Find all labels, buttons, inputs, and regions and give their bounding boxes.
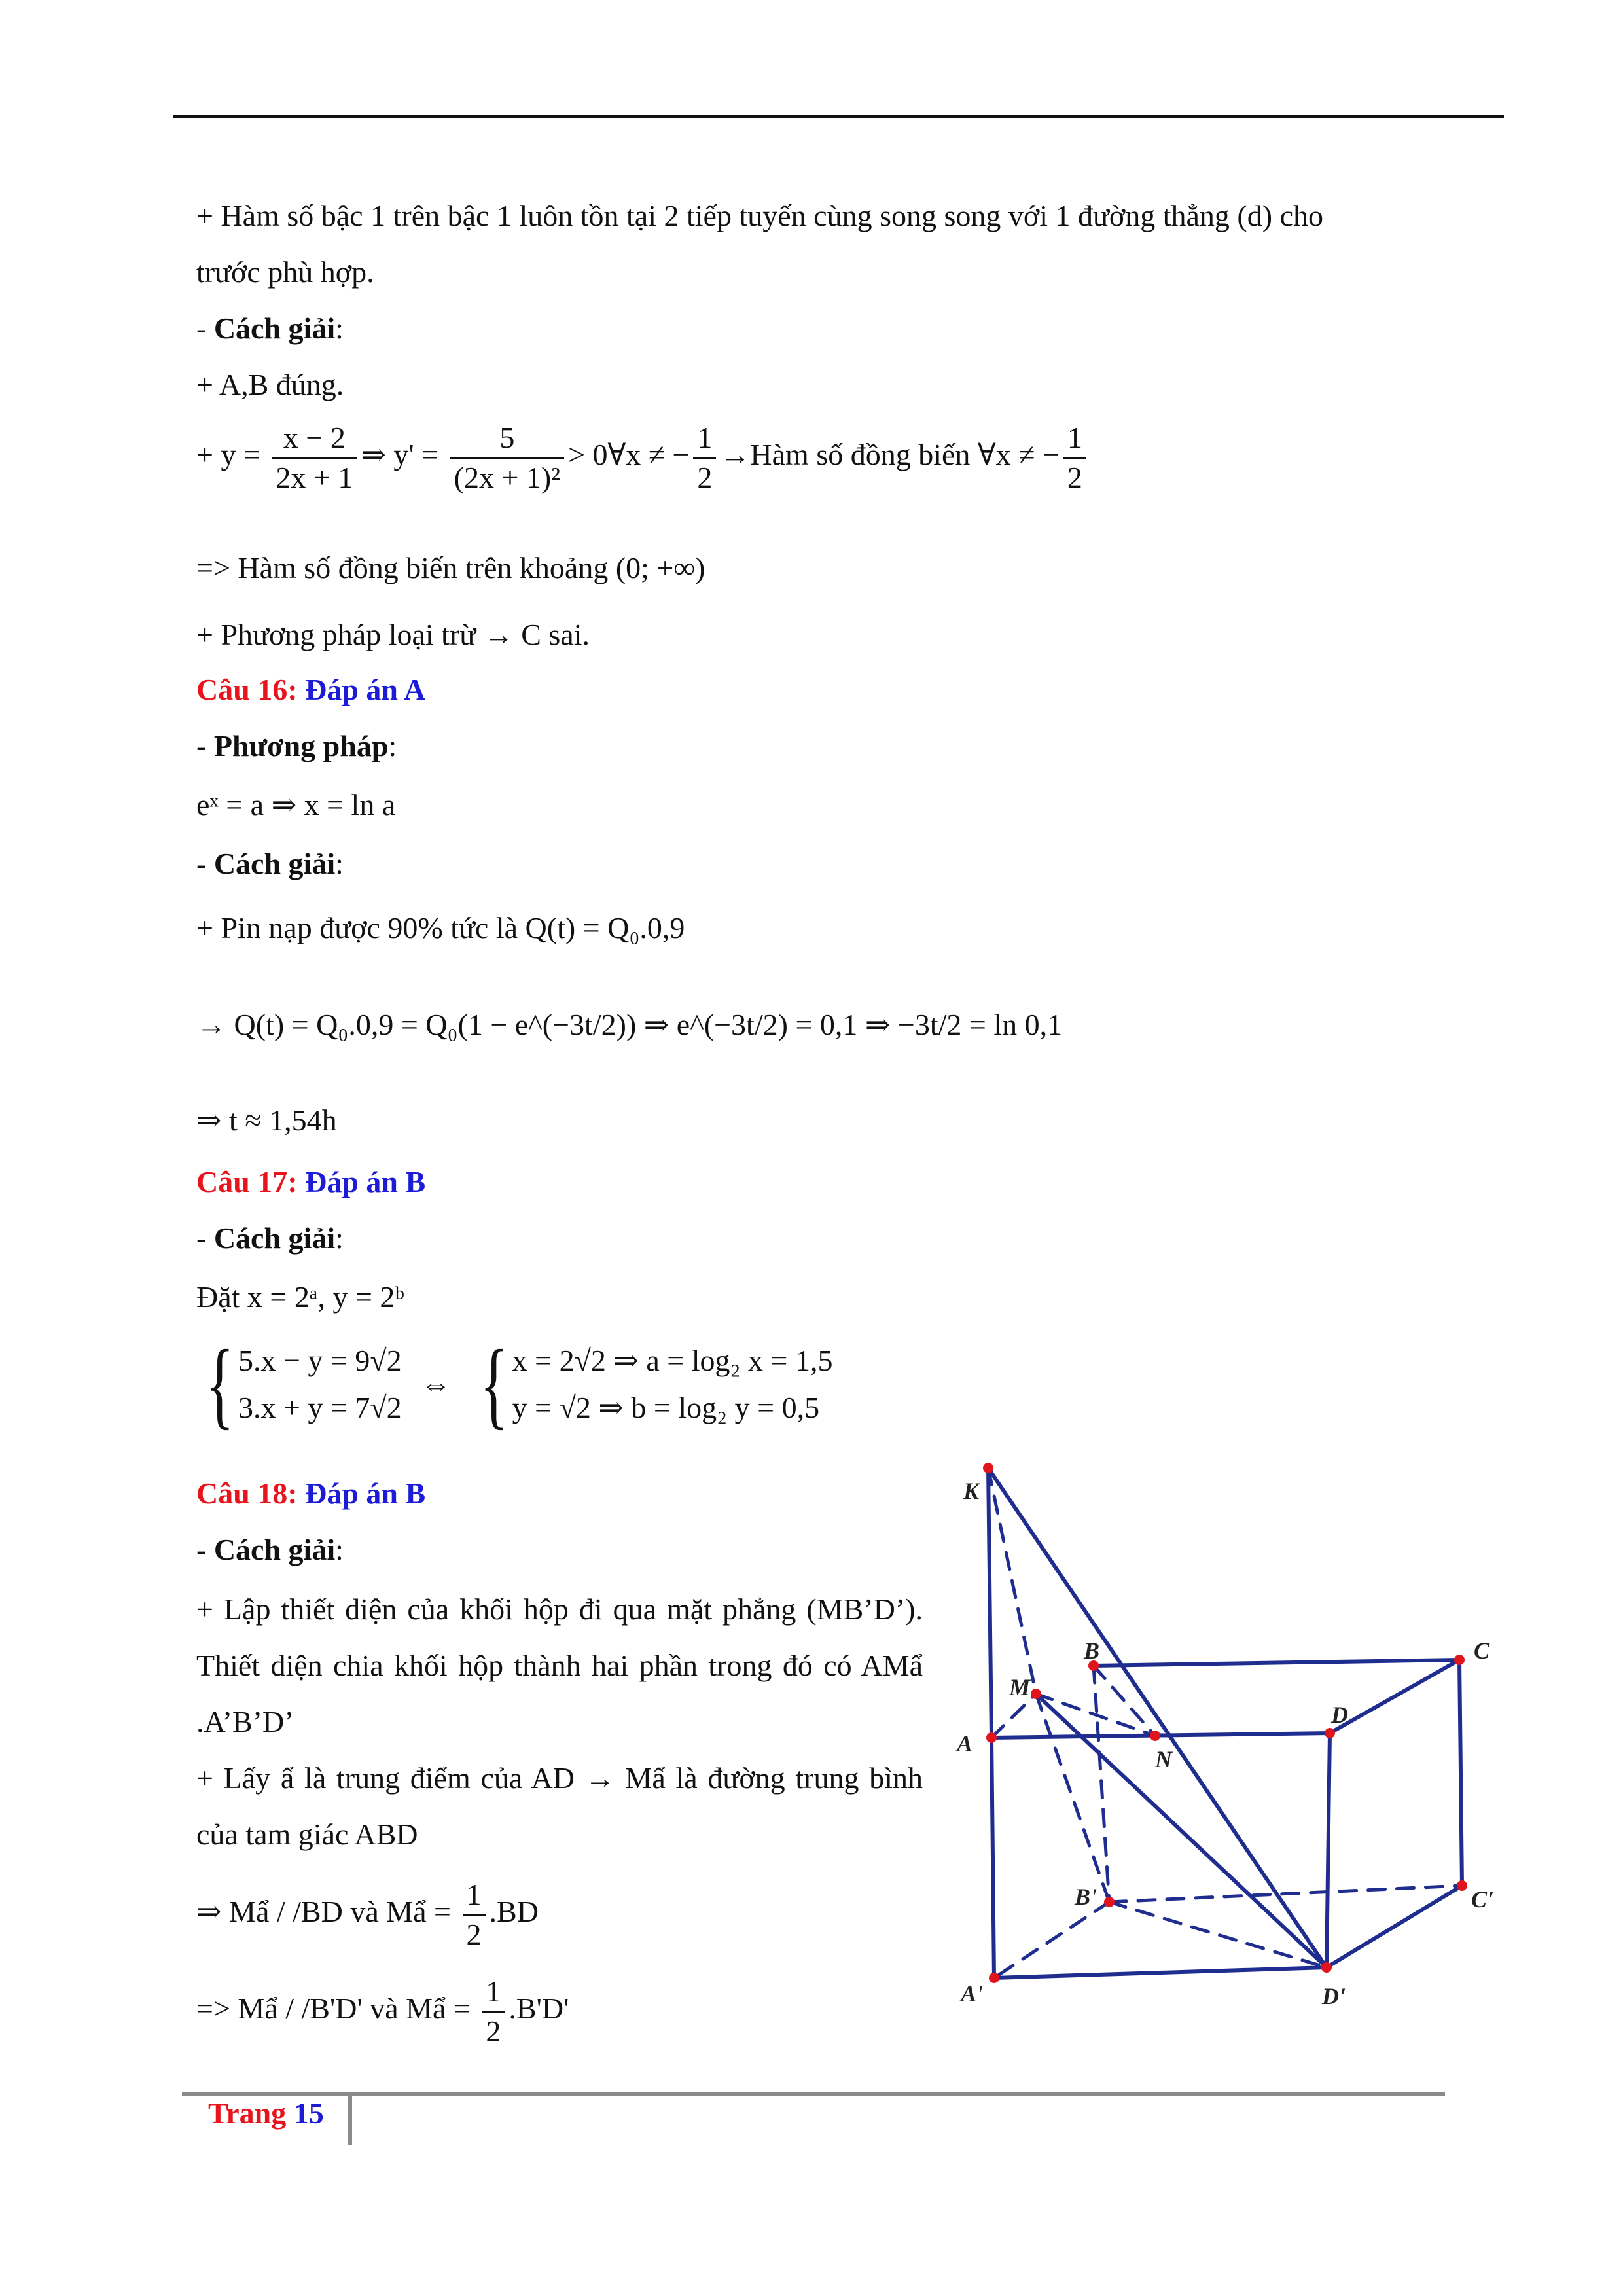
question-18-heading: Câu 18: Đáp án B — [196, 1477, 426, 1510]
page-number: Trang 15 — [208, 2096, 324, 2130]
formula: eˣ = a ⇒ x = ln a — [196, 788, 396, 821]
text-line: + Phương pháp loại trừ → C sai. — [196, 618, 590, 651]
footer-divider — [348, 2094, 352, 2145]
paragraph: + Lập thiết diện của khối hộp đi qua mặt phẳng (MB’D’). Thiết diện chia khối hộp thành hai phần trong đó có AMẩ .A’B’D’ — [196, 1592, 923, 1738]
text-line: trước phù hợp. — [196, 255, 374, 289]
label-B: B — [1084, 1638, 1100, 1664]
label-C: C — [1474, 1638, 1490, 1664]
formula: ⇒ Mẩ / /BD và Mẩ = $\frac{1}{2}$ .BD — [196, 1876, 539, 1954]
label-D-prime: D' — [1322, 1983, 1346, 2009]
header-rule — [173, 115, 1504, 118]
heading-cach-giai: - Cách giải: — [196, 1533, 344, 1566]
label-K: K — [963, 1478, 980, 1504]
label-N: N — [1155, 1746, 1172, 1772]
formula: → Q(t) = Q₀.0,9 = Q₀(1 − e^(−3t/2)) ⇒ e^(−3t/2) = 0,1 ⇒ −3t/2 = ln 0,1 — [196, 1008, 1063, 1041]
question-16-heading: Câu 16: Đáp án A — [196, 673, 426, 706]
text-line: => Hàm số đồng biến trên khoảng (0; +∞) — [196, 551, 705, 584]
formula: Đặt x = 2ᵃ, y = 2ᵇ — [196, 1280, 404, 1314]
equation-system: { 5.x − y = 9√2 3.x + y = 7√2 ⇔ { x = 2√2 ⇒ a = log₂ x = 1,5 y = √2 ⇒ b = log₂ y = 0,5 — [205, 1330, 833, 1439]
label-A: A — [957, 1731, 973, 1757]
formula: + Pin nạp được 90% tức là Q(t) = Q₀.0,9 — [196, 911, 685, 944]
geometry-figure — [929, 1440, 1518, 2062]
heading-phuong-phap: - Phương pháp: — [196, 729, 397, 762]
formula: => Mẩ / /B'D' và Mẩ = $\frac{1}{2}$ .B'D' — [196, 1973, 569, 2051]
label-A-prime: A' — [961, 1981, 984, 2007]
label-M: M — [1009, 1674, 1031, 1700]
text-line: + Hàm số bậc 1 trên bậc 1 luôn tồn tại 2 tiếp tuyến cùng song song với 1 đường thẳng (d) cho — [196, 199, 1323, 232]
label-B-prime: B' — [1075, 1884, 1097, 1910]
heading-cach-giai: - Cách giải: — [196, 847, 344, 880]
heading-cach-giai: - Cách giải: — [196, 1221, 344, 1255]
paragraph: + Lấy ẩ là trung điểm của AD → Mẩ là đường trung bình của tam giác ABD — [196, 1761, 923, 1851]
label-C-prime: C' — [1471, 1886, 1494, 1912]
footer-rule — [182, 2092, 1445, 2096]
label-D: D — [1331, 1702, 1348, 1728]
formula-derivative: + y = $\frac{x - 2}{2x + 1}$ ⇒ y' = $\frac{5}{\text{(2x + 1)²}}$ > 0∀x ≠ − $\frac{1}{2}$ →Hàm số đồng biến ∀x ≠ − $\frac{1}{2}$ — [196, 419, 1090, 497]
text-line: + A,B đúng. — [196, 368, 344, 401]
heading-cach-giai: - Cách giải: — [196, 312, 344, 345]
formula: ⇒ t ≈ 1,54h — [196, 1103, 337, 1137]
question-17-heading: Câu 17: Đáp án B — [196, 1165, 426, 1198]
